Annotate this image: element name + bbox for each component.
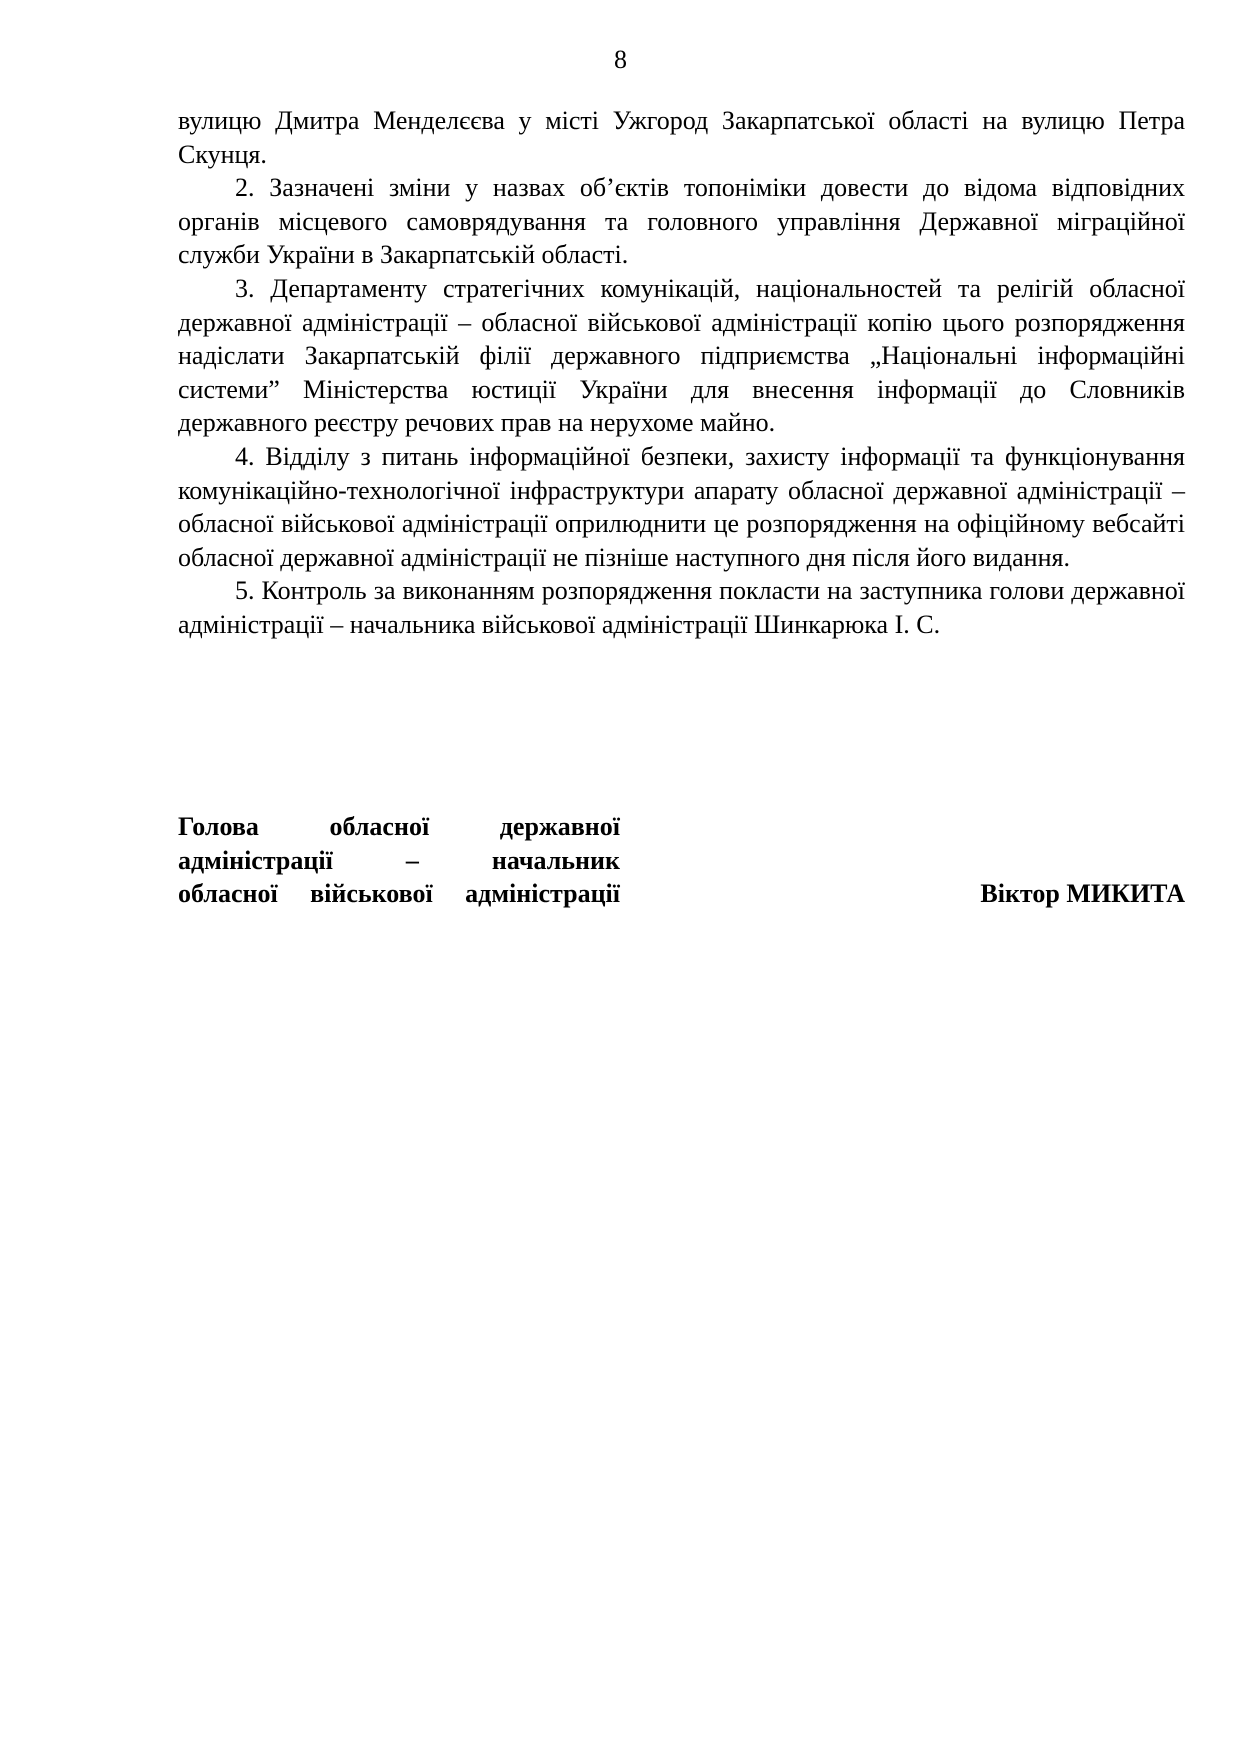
paragraph-4: 4. Відділу з питань інформаційної безпеки, захисту інформації та функціонування комунікаційно-технологічної інфраструктури апарату обласної державної адміністрації – обласної військової адміністрації оприлюднити це розпорядження на офіційному вебсайті обласної державної адміністрації не пізніше наступного дня після його видання. [178,441,1185,572]
signatory-position-line-2: адміністрації – начальник [178,845,620,875]
signatory-position [178,810,620,911]
paragraph-2: 2. Зазначені зміни у назвах об’єктів топоніміки довести до відома відповідних органів місцевого самоврядування та головного управління Державної міграційної служби України в Закарпатській області. [178,173,1185,270]
paragraph-5: 5. Контроль за виконанням розпорядження покласти на заступника голови державної адміністрації – начальника військової адміністрації Шинкарюка І. С. [178,576,1185,639]
signatory-position-line-1: Голова обласної державної [178,812,620,841]
signature-block [178,810,1185,911]
signatory-name: Віктор МИКИТА [980,879,1185,908]
page-number: 8 [614,45,627,74]
document-body [178,104,1185,642]
signatory-position-line-3: обласної військової адміністрації [178,879,620,909]
paragraph-continuation: вулицю Дмитра Менделєєва у місті Ужгород Закарпатської області на вулицю Петра Скунця. [178,106,1185,169]
paragraph-3: 3. Департаменту стратегічних комунікацій, національностей та релігій обласної державної адміністрації – обласної військової адміністрації копію цього розпорядження надіслати Закарпатській філії державного підприємства „Національні інформаційні системи” Міністерства юстиції України для внесення інформації до Словників державного реєстру речових прав на нерухоме майно. [178,273,1185,438]
